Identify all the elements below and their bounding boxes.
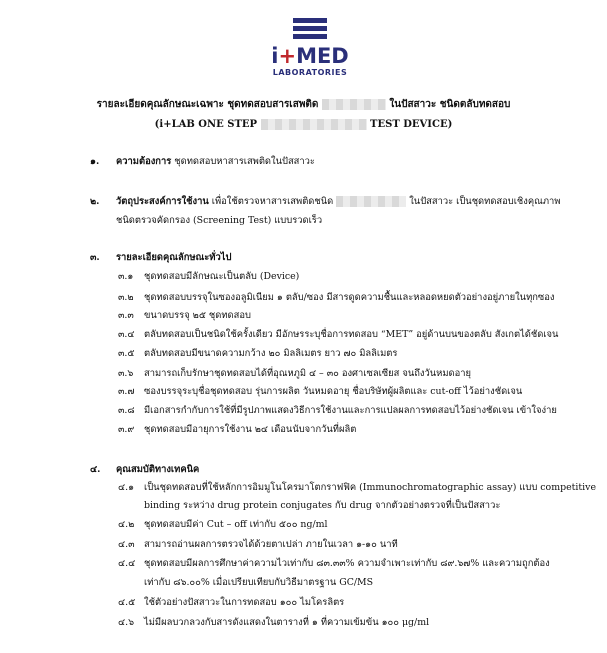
item-number: ๓.๓ [118,310,134,321]
item-number: ๓.๙ [118,424,135,435]
item-number: ๓.๒ [118,292,134,303]
item-number: ๓.๑ [118,271,134,282]
section-number: ๒. [90,196,100,207]
list-item: เป็นชุดทดสอบที่ใช้หลักการอิมมูโนโครมาโตกราฟฟิค (Immunochromatographic assay) แบบ competitive [144,482,597,493]
document-subtitle: (i+LAB ONE STEP TEST DEVICE) [154,119,453,130]
item-number: ๔.๕ [118,597,136,608]
item-number: ๔.๒ [118,519,135,530]
section-heading: ความต้องการ [116,156,172,167]
list-item: สามารถอ่านผลการตรวจได้ด้วยตาเปล่า ภายในเวลา ๑-๑๐ นาที [144,539,398,550]
section-heading: วัตถุประสงค์การใช้งาน [116,196,209,207]
logo-subtitle: LABORATORIES [272,68,348,77]
logo-bar [293,18,327,23]
list-item: มีเอกสารกำกับการใช้ที่มีรูปภาพแสดงวิธีการใช้งานและการแปลผลการทดสอบไว้อย่างชัดเจน เข้าใจง่าย [144,405,557,416]
section-2-line-2: ชนิดตรวจคัดกรอง (Screening Test) แบบรวดเร็ว [116,215,323,226]
item-number: ๓.๕ [118,348,135,359]
company-logo [270,18,350,80]
list-item: ไม่มีผลบวกลวงกับสารดังแสดงในตารางที่ ๑ ที่ความเข้มข้น ๑๐๐ μg/ml [144,617,430,628]
item-number: ๔.๑ [118,482,135,493]
list-item: สามารถเก็บรักษาชุดทดสอบได้ที่อุณหภูมิ ๔ – ๓๐ องศาเซลเซียส จนถึงวันหมดอายุ [144,368,471,379]
logo-bar [293,26,327,31]
logo-wordmark: i+MED [271,44,349,68]
section-2-line: วัตถุประสงค์การใช้งาน เพื่อใช้ตรวจหาสารเสพติดชนิด ในปัสสาวะ เป็นชุดทดสอบเชิงคุณภาพ [116,196,561,207]
section-1-line [116,156,315,168]
redacted-text [336,196,406,207]
item-number: ๓.๔ [118,329,135,340]
section-text: ชุดทดสอบหาสารเสพติดในปัสสาวะ [174,156,315,167]
list-item-continuation: binding ระหว่าง drug protein conjugates กับ drug จากตัวอย่างตรวจที่เป็นปัสสาวะ [144,500,501,511]
list-item: ขนาดบรรจุ ๒๕ ชุดทดสอบ [144,310,251,321]
section-number: ๔. [90,464,101,475]
list-item: ซองบรรจุระบุชื่อชุดทดสอบ รุ่นการผลิต วันหมดอายุ ชื่อบริษัทผู้ผลิตและ cut-off ไว้อย่างชัดเจน [144,386,523,397]
list-item: ใช้ตัวอย่างปัสสาวะในการทดสอบ ๑๐๐ ไมโครลิตร [144,597,345,608]
logo-bar [293,34,327,39]
item-number: ๓.๖ [118,368,134,379]
list-item: ตลับทดสอบเป็นชนิดใช้ครั้งเดียว มีอักษรระบุชื่อการทดสอบ “MET” อยู่ด้านบนของตลับ สังเกตได้ชัดเจน [144,329,559,340]
item-number: ๔.๖ [118,617,135,628]
item-number: ๔.๓ [118,539,135,550]
item-number: ๓.๘ [118,405,135,416]
list-item: ชุดทดสอบมีลักษณะเป็นตลับ (Device) [144,271,300,282]
list-item: ชุดทดสอบมีผลการศึกษาค่าความไวเท่ากับ ๘๓.๓๓% ความจำเพาะเท่ากับ ๘๙.๖๗% และความถูกต้อง [144,558,550,569]
list-item: ตลับทดสอบมีขนาดความกว้าง ๒๐ มิลลิเมตร ยาว ๗๐ มิลลิเมตร [144,348,398,359]
item-number: ๔.๔ [118,558,136,569]
section-heading: รายละเอียดคุณลักษณะทั่วไป [116,252,232,263]
document-title: รายละเอียดคุณลักษณะเฉพาะ ชุดทดสอบสารเสพติด ในปัสสาวะ ชนิดตลับทดสอบ [96,99,511,110]
redacted-text [261,119,367,130]
section-number: ๓. [90,252,100,263]
section-number: ๑. [90,156,100,167]
list-item: ชุดทดสอบมีอายุการใช้งาน ๒๔ เดือนนับจากวันที่ผลิต [144,424,357,435]
item-number: ๓.๗ [118,386,135,397]
list-item: ชุดทดสอบบรรจุในซองอลูมิเนียม ๑ ตลับ/ซอง มีสารดูดความชื้นและหลอดหยดตัวอย่างอยู่ภายในทุกซอง [144,292,555,303]
list-item-continuation: เท่ากับ ๘๖.๐๐% เมื่อเปรียบเทียบกับวิธีมาตรฐาน GC/MS [144,577,374,588]
section-heading: คุณสมบัติทางเทคนิค [116,464,200,475]
redacted-text [322,99,386,110]
list-item: ชุดทดสอบมีค่า Cut – off เท่ากับ ๕๐๐ ng/ml [144,519,328,530]
